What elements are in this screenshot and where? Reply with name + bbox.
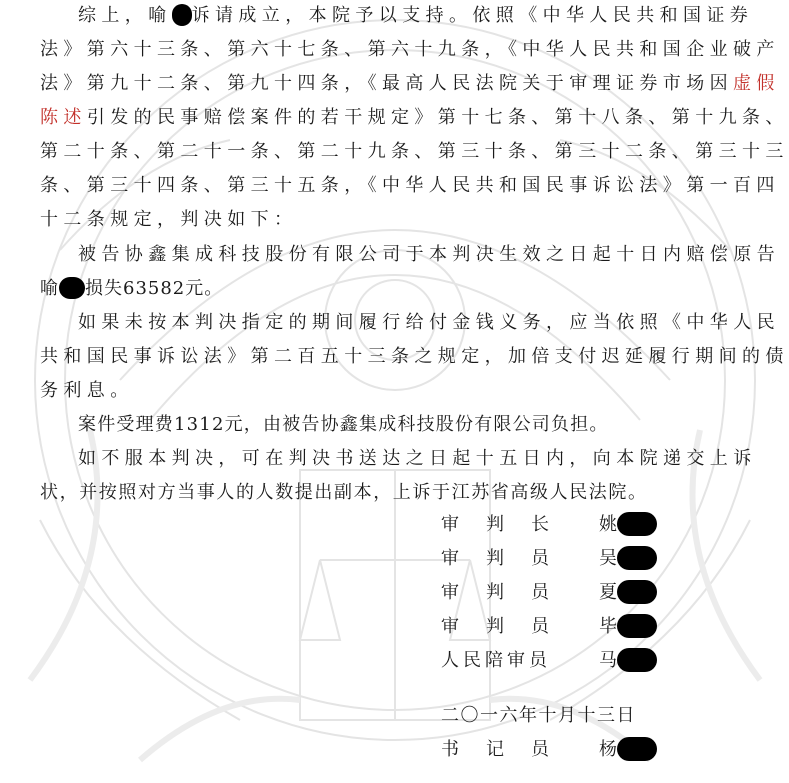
signature-block <box>441 0 781 783</box>
surname: 夏 <box>599 582 617 603</box>
signer-name <box>599 544 657 574</box>
signature-clerk <box>441 735 781 765</box>
signer-name <box>599 646 657 676</box>
paragraph-interest-line: 共和国民事诉讼法》第二百五十三条之规定，加倍支付迟延履行期间的债 <box>40 346 789 367</box>
signature-presiding-judge <box>441 510 781 540</box>
signer-name <box>599 735 657 765</box>
redacted-name <box>617 546 657 570</box>
highlighted-text: 陈述 <box>40 107 87 128</box>
signature-people-assessor <box>441 646 781 676</box>
text: 综上，喻 <box>78 5 172 26</box>
signer-name <box>599 510 657 540</box>
surname: 毕 <box>599 616 617 637</box>
redacted-name <box>617 512 657 536</box>
signature-judge <box>441 544 781 574</box>
paragraph-ruling-line <box>40 275 223 303</box>
signature-judge <box>441 578 781 608</box>
redacted-name <box>617 648 657 672</box>
role-label: 审判长 <box>441 514 576 535</box>
text: 引发的民事赔偿案件的若干规定》第十七条、第十八条、第十九条、 <box>86 107 789 128</box>
text: 喻 <box>40 278 59 299</box>
surname: 马 <box>599 650 617 671</box>
paragraph-interest-line: 如果未按本判决指定的期间履行给付金钱义务，应当依照《中华人民 <box>78 312 780 333</box>
highlighted-text: 虚假 <box>733 73 780 94</box>
redacted-name <box>172 4 192 26</box>
redacted-name <box>59 277 85 299</box>
signer-name <box>599 578 657 608</box>
role-label: 书记员 <box>441 739 576 760</box>
paragraph-appeal-line: 如不服本判决，可在判决书送达之日起十五日内，向本院递交上诉 <box>78 448 757 469</box>
surname: 姚 <box>599 514 617 535</box>
redacted-name <box>617 614 657 638</box>
paragraph-fee-line: 案件受理费1312元，由被告协鑫集成科技股份有限公司负担。 <box>78 414 609 435</box>
signature-judge <box>441 612 781 642</box>
paragraph-conclusion-line: 第二十条、第二十一条、第二十九条、第三十条、第三十二条、第三十三 <box>40 141 789 162</box>
role-label: 审判员 <box>441 582 576 603</box>
role-label: 审判员 <box>441 616 576 637</box>
surname: 杨 <box>599 739 617 760</box>
role-label: 审判员 <box>441 548 576 569</box>
paragraph-interest-line: 务利息。 <box>40 380 134 401</box>
paragraph-conclusion-line: 十二条规定，判决如下： <box>40 209 298 230</box>
text: 损失63582元。 <box>85 278 224 299</box>
paragraph-conclusion-line: 条、第三十四条、第三十五条，《中华人民共和国民事诉讼法》第一百四 <box>40 175 780 196</box>
redacted-name <box>617 737 657 761</box>
redacted-name <box>617 580 657 604</box>
judgment-date <box>441 701 781 731</box>
text: 法》第九十二条、第九十四条，《最高人民法院关于审理证券市场因 <box>40 73 733 94</box>
role-label: 人民陪审员 <box>441 650 551 671</box>
paragraph-ruling-line: 被告协鑫集成科技股份有限公司于本判决生效之日起十日内赔偿原告 <box>78 244 780 265</box>
text: 诉请成立，本院予以支持。依照《中华人民共和国证券 <box>191 5 754 26</box>
paragraph-appeal-line: 状，并按照对方当事人的人数提出副本，上诉于江苏省高级人民法院。 <box>40 482 648 503</box>
surname: 吴 <box>599 548 617 569</box>
signer-name <box>599 612 657 642</box>
paragraph-conclusion-line: 法》第六十三条、第六十七条、第六十九条，《中华人民共和国企业破产 <box>40 39 780 60</box>
date-text: 二〇一六年十月十三日 <box>441 705 636 726</box>
